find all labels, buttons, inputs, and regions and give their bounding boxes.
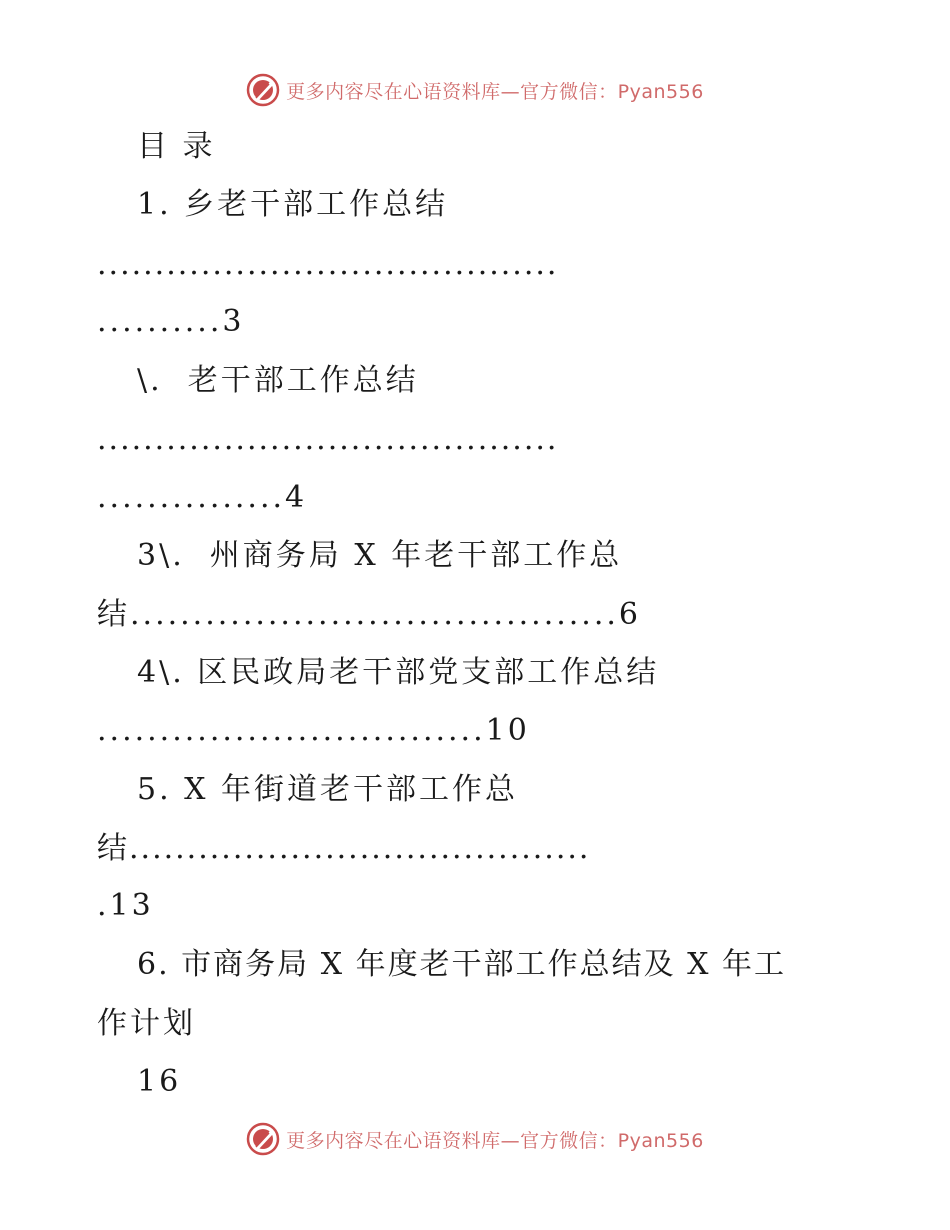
- toc-entry-4-page[interactable]: 10: [485, 713, 530, 748]
- toc-entry-5-continuation: 结........................................: [97, 831, 591, 866]
- toc-entry-3-continuation: 结.......................................: [97, 597, 619, 632]
- toc-entry-2-title[interactable]: \. 老干部工作总结: [137, 363, 419, 398]
- toc-entry-1-title[interactable]: 1. 乡老干部工作总结: [137, 187, 449, 222]
- toc-entry-3-page-line: [97, 595, 641, 635]
- toc-entry-2-page-line: [97, 478, 307, 518]
- watermark-banner-top: [0, 70, 950, 110]
- watermark-text: 更多内容尽在心语资料库—官方微信：Pyan556: [286, 1129, 704, 1152]
- watermark-banner-bottom: [0, 1119, 950, 1159]
- pen-logo-icon: [246, 73, 280, 107]
- toc-entry-2-page[interactable]: 4: [285, 480, 308, 515]
- watermark-text: 更多内容尽在心语资料库—官方微信：Pyan556: [286, 80, 704, 103]
- toc-entry-6-page[interactable]: 16: [137, 1064, 182, 1099]
- toc-entry-3-title[interactable]: 3\. 州商务局 X 年老干部工作总: [137, 538, 623, 573]
- toc-entry-4-title[interactable]: 4\. 区民政局老干部党支部工作总结: [137, 655, 660, 690]
- toc-entry-4-page-line: [97, 711, 530, 751]
- toc-entry-5-title[interactable]: 5. X 年街道老干部工作总: [137, 772, 519, 807]
- toc-entry-2-leader: ........................................: [97, 422, 559, 457]
- toc-entry-5-leader-end: .: [97, 888, 110, 923]
- pen-logo-icon: [246, 1122, 280, 1156]
- toc-entry-5-page-line: [97, 886, 154, 926]
- toc-entry-2-leader-end: ...............: [97, 480, 286, 515]
- toc-entry-3-page[interactable]: 6: [618, 597, 642, 632]
- toc-entry-1-page-line: [97, 302, 244, 342]
- toc-entry-5-page[interactable]: 13: [109, 888, 154, 923]
- toc-entry-1-leader-end: ..........: [97, 304, 223, 339]
- toc-heading: 目 录: [137, 129, 216, 164]
- toc-entry-1-leader: ........................................: [97, 247, 559, 282]
- toc-entry-4-leader: ...............................: [97, 713, 486, 748]
- toc-entry-6-title[interactable]: 6. 市商务局 X 年度老干部工作总结及 X 年工: [137, 947, 787, 982]
- toc-entry-1-page[interactable]: 3: [222, 304, 245, 339]
- toc-entry-6-continuation[interactable]: 作计划: [97, 1006, 196, 1041]
